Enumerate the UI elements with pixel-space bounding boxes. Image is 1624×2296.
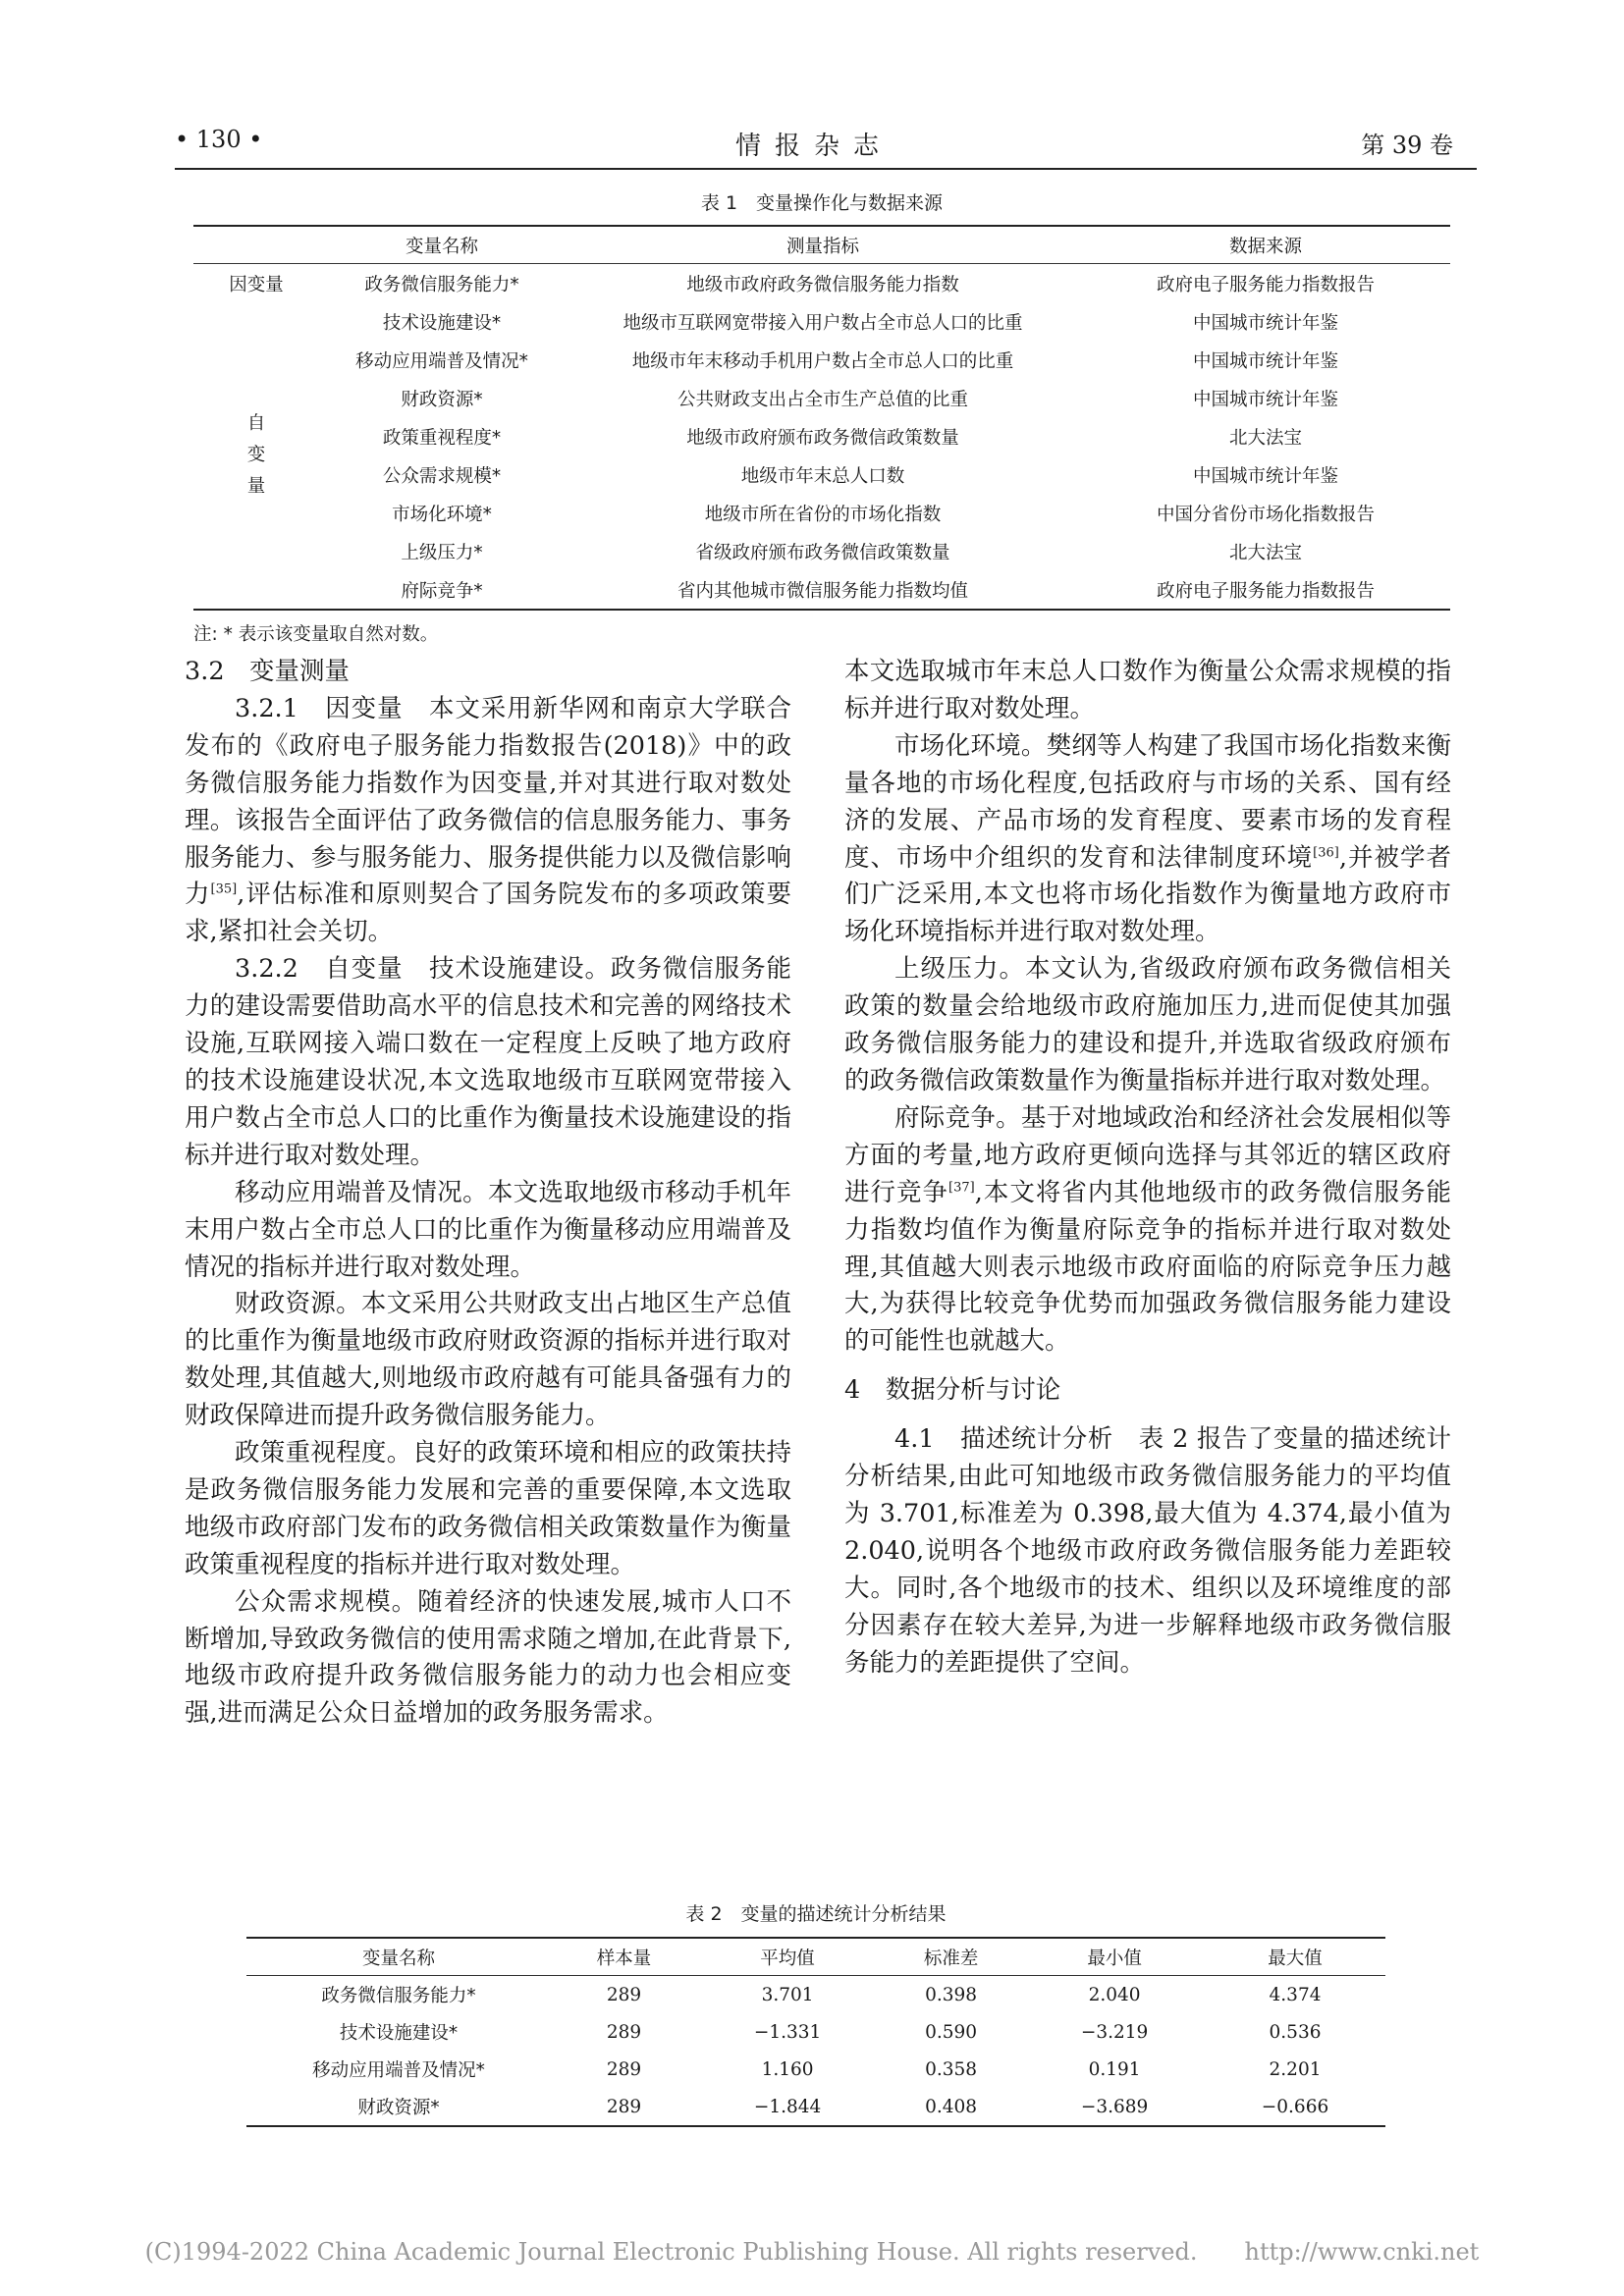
paragraph: 上级压力。本文认为,省级政府颁布政务微信相关政策的数量会给地级市政府施加压力,进而促使其加强政务微信服务能力的建设和提升,并选取省级政府颁布的政务微信政策数量作为衡量指标并进行取对数处理。	[844, 954, 1451, 1095]
variable-indicator: 地级市互联网宽带接入用户数占全市总人口的比重	[623, 312, 1023, 334]
variable-name: 政务微信服务能力*	[364, 274, 519, 295]
table2-header-cell: 样本量	[596, 1948, 652, 1969]
table-cell: −3.689	[1080, 2096, 1149, 2117]
variable-source: 中国城市统计年鉴	[1192, 350, 1338, 372]
table-cell: 0.398	[925, 1984, 978, 2005]
table-cell: 技术设施建设*	[339, 2023, 459, 2044]
table2-header-cell: 平均值	[760, 1948, 815, 1969]
variable-source: 中国城市统计年鉴	[1192, 312, 1338, 334]
table1-header-cell: 测量指标	[785, 236, 859, 257]
table2-header-cell: 变量名称	[361, 1948, 435, 1969]
table2-caption: 表 2 变量的描述统计分析结果	[685, 1903, 947, 1925]
variable-indicator: 公共财政支出占全市生产总值的比重	[677, 389, 968, 410]
table-row	[193, 455, 1450, 494]
paragraph: 政策重视程度。良好的政策环境和相应的政策扶持是政务微信服务能力发展和完善的重要保障,本文选取地级市政府部门发布的政务微信相关政策数量作为衡量政策重视程度的指标并进行取对数处理。	[185, 1438, 791, 1579]
table1	[193, 225, 1450, 611]
subsection-lead: 3.2.1 因变量	[235, 693, 429, 723]
paragraph: 移动应用端普及情况。本文选取地级市移动手机年末用户数占全市总人口的比重作为衡量移动应用端普及情况的指标并进行取对数处理。	[185, 1177, 791, 1282]
variable-name: 府际竞争*	[401, 580, 483, 602]
table-cell: 0.358	[925, 2058, 978, 2080]
table-row	[193, 379, 1450, 417]
running-header	[175, 126, 1453, 165]
table-cell: −3.219	[1080, 2021, 1149, 2043]
variable-name: 政策重视程度*	[382, 427, 502, 449]
table-cell: −1.331	[753, 2021, 822, 2043]
section-heading-3-2: 3.2 变量测量	[185, 657, 351, 686]
copyright-footer: (C)1994-2022 China Academic Journal Electronic Publishing House. All rights reserved. http://www.cnki.net	[144, 2238, 1480, 2266]
section-heading-4: 4 数据分析与讨论	[844, 1375, 1061, 1406]
table-row	[246, 1976, 1385, 2014]
table-row	[193, 264, 1450, 303]
variable-name: 技术设施建设*	[382, 312, 502, 334]
variable-name: 移动应用端普及情况*	[355, 350, 528, 372]
table2-header-cell: 最小值	[1087, 1948, 1142, 1969]
variable-name: 公众需求规模*	[382, 465, 502, 487]
table1-header-cell	[193, 226, 319, 264]
table-cell: 移动应用端普及情况*	[312, 2060, 485, 2081]
table-row	[193, 302, 1450, 341]
citation-ref: [35]	[210, 881, 238, 897]
variable-indicator: 地级市政府颁布政务微信政策数量	[686, 427, 959, 449]
table-cell: 3.701	[761, 1984, 814, 2005]
table2	[246, 1937, 1385, 2127]
variable-source: 北大法宝	[1228, 427, 1302, 449]
journal-title: 情报杂志	[734, 132, 893, 161]
table-cell: 4.374	[1269, 1984, 1322, 2005]
table-cell: 政务微信服务能力*	[321, 1986, 476, 2006]
table1-note: 注: * 表示该变量取自然对数。	[193, 624, 439, 645]
table-row	[193, 494, 1450, 532]
variable-source: 北大法宝	[1228, 542, 1302, 563]
left-column	[185, 654, 791, 1733]
variable-indicator: 省级政府颁布政务微信政策数量	[695, 542, 950, 563]
table-cell: 289	[606, 2096, 642, 2117]
table1-header-cell: 变量名称	[405, 236, 478, 257]
table-row	[193, 417, 1450, 455]
right-column	[844, 654, 1451, 1682]
variable-indicator: 地级市所在省份的市场化指数	[704, 504, 942, 525]
variable-indicator: 地级市年末移动手机用户数占全市总人口的比重	[631, 350, 1014, 372]
table-cell: −0.666	[1261, 2096, 1329, 2117]
variable-source: 政府电子服务能力指数报告	[1156, 274, 1375, 295]
variable-indicator: 地级市年末总人口数	[740, 465, 905, 487]
table-row	[193, 532, 1450, 570]
table-cell: 289	[606, 2021, 642, 2043]
paragraph: 府际竞争。基于对地域政治和经济社会发展相似等方面的考量,地方政府更倾向选择与其邻近的辖区政府进行竞争[37],本文将省内其他地级市的政务微信服务能力指数均值作为衡量府际竞争的指标并进行取对数处理,其值越大则表示地级市政府面临的府际竞争压力越大,为获得比较竞争优势而加强政务微信服务能力建设的可能性也就越大。	[844, 1102, 1451, 1357]
table-row	[246, 2088, 1385, 2126]
table-row	[193, 570, 1450, 610]
paragraph: 公众需求规模。随着经济的快速发展,城市人口不断增加,导致政务微信的使用需求随之增加,在此背景下,地级市政府提升政务微信服务能力的动力也会相应变强,进而满足公众日益增加的政务服务需求。	[185, 1586, 791, 1729]
header-rule	[175, 168, 1477, 170]
variable-source: 中国分省份市场化指数报告	[1156, 504, 1375, 525]
table-cell: 1.160	[761, 2058, 814, 2080]
table-row	[246, 2051, 1385, 2088]
table-cell: 0.191	[1088, 2058, 1141, 2080]
table2-header-cell: 最大值	[1268, 1948, 1323, 1969]
table1-caption: 表 1 变量操作化与数据来源	[700, 192, 944, 214]
table1-header-cell: 数据来源	[1228, 236, 1302, 257]
variable-indicator: 省内其他城市微信服务能力指数均值	[677, 580, 968, 602]
variable-name: 上级压力*	[401, 542, 483, 563]
table-cell: 财政资源*	[357, 2098, 440, 2118]
citation-ref: [36]	[1313, 845, 1339, 861]
subsection-lead: 3.2.2 自变量	[235, 954, 429, 985]
table-cell: 2.201	[1269, 2058, 1322, 2080]
variable-source: 政府电子服务能力指数报告	[1156, 580, 1375, 602]
table-cell: 289	[606, 2058, 642, 2080]
citation-ref: [37]	[948, 1180, 975, 1196]
variable-name: 市场化环境*	[392, 504, 492, 525]
variable-indicator: 地级市政府政务微信服务能力指数	[686, 274, 959, 295]
variable-source: 中国城市统计年鉴	[1192, 465, 1338, 487]
independent-variable-label: 自 变 量	[246, 413, 266, 497]
subsection-lead: 4.1 描述统计分析	[894, 1424, 1139, 1455]
paragraph: 财政资源。本文采用公共财政支出占地区生产总值的比重作为衡量地级市政府财政资源的指标并进行取对数处理,其值越大,则地级市政府越有可能具备强有力的财政保障进而提升政务微信服务能力。	[185, 1289, 791, 1431]
page-number: • 130 •	[175, 126, 263, 153]
paragraph: 3.2.2 自变量 技术设施建设。政务微信服务能力的建设需要借助高水平的信息技术和完善的网络技术设施,互联网接入端口数在一定程度上反映了地方政府的技术设施建设状况,本文选取地级市互联网宽带接入用户数占全市总人口的比重作为衡量技术设施建设的指标并进行取对数处理。	[185, 954, 791, 1170]
variable-source: 中国城市统计年鉴	[1192, 389, 1338, 410]
paragraph: 3.2.1 因变量 本文采用新华网和南京大学联合发布的《政府电子服务能力指数报告(2018)》中的政务微信服务能力指数作为因变量,并对其进行取对数处理。该报告全面评估了政务微信的信息服务能力、事务服务能力、参与服务能力、服务提供能力以及微信影响力[35],评估标准和原则契合了国务院发布的多项政策要求,紧扣社会关切。	[185, 693, 791, 947]
table-cell: 2.040	[1088, 1984, 1141, 2005]
table-cell: −1.844	[753, 2096, 822, 2117]
table-cell: 0.536	[1269, 2021, 1322, 2043]
table-cell: 0.590	[925, 2021, 978, 2043]
volume-label: 第 39 卷	[1361, 132, 1453, 159]
variable-name: 财政资源*	[401, 389, 483, 410]
table2-header-row	[246, 1938, 1385, 1976]
dependent-variable-label: 因变量	[229, 274, 284, 295]
paragraph: 4.1 描述统计分析 表 2 报告了变量的描述统计分析结果,由此可知地级市政务微信服务能力的平均值为 3.701,标准差为 0.398,最大值为 4.374,最小值为 2.040,说明各个地级市政府政务微信服务能力差距较大。同时,各个地级市的技术、组织以及环境维度的部分因素存在较大差异,为进一步解释地级市政务微信服务能力的差距提供了空间。	[844, 1424, 1452, 1678]
paragraph: 市场化环境。樊纲等人构建了我国市场化指数来衡量各地的市场化程度,包括政府与市场的关系、国有经济的发展、产品市场的发育程度、要素市场的发育程度、市场中介组织的发育和法律制度环境[36],并被学者们广泛采用,本文也将市场化指数作为衡量地方政府市场化环境指标并进行取对数处理。	[844, 730, 1451, 947]
table-cell: 0.408	[925, 2096, 978, 2117]
table-row	[246, 2013, 1385, 2051]
table-cell: 289	[606, 1984, 642, 2005]
paragraph: 本文选取城市年末总人口数作为衡量公众需求规模的指标并进行取对数处理。	[844, 657, 1451, 723]
table-row	[193, 341, 1450, 379]
table2-header-cell: 标准差	[923, 1948, 979, 1969]
table1-header-row	[193, 226, 1450, 264]
